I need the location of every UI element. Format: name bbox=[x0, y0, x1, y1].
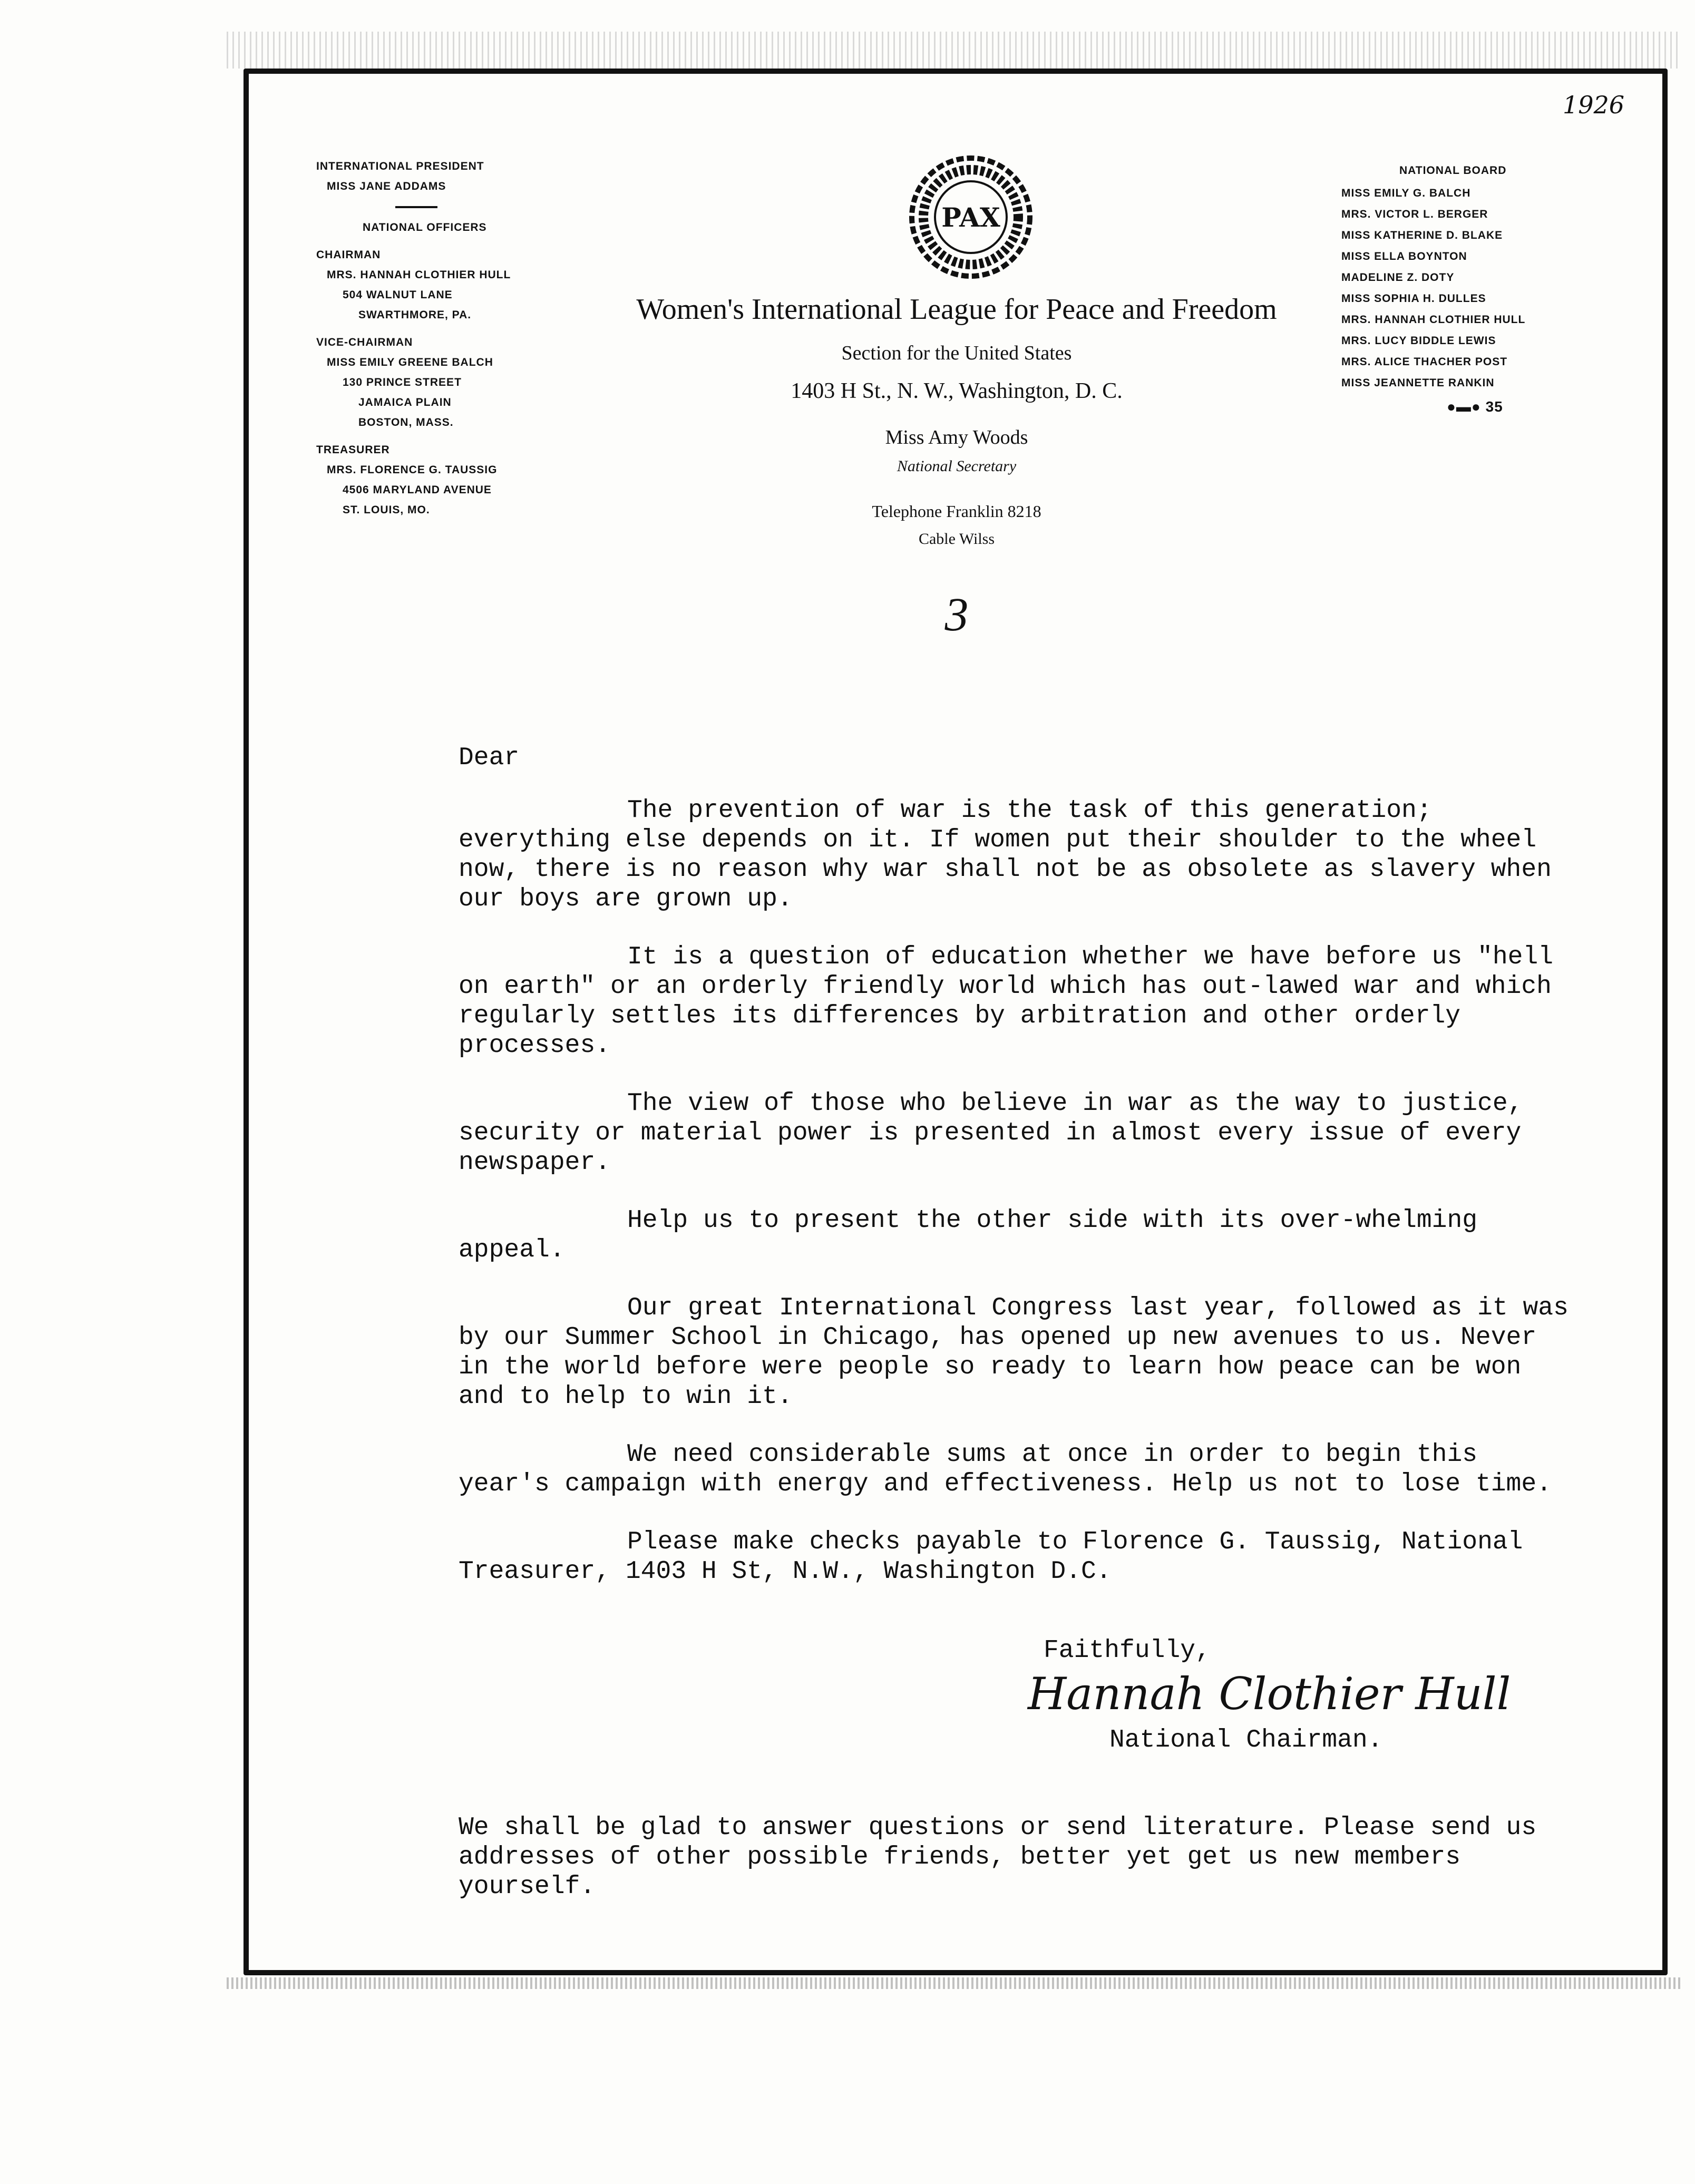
president-name: MISS JANE ADDAMS bbox=[327, 180, 446, 192]
chairman-address-line: 504 WALNUT LANE bbox=[343, 289, 453, 301]
paragraph-text: The prevention of war is the task of this generation; everything else depends on it. If women put their shoulder to the wheel now, there is no reason why war shall not be as obsolete as slavery when our boys are grown up. bbox=[459, 796, 1552, 913]
letter-paragraph bbox=[459, 1206, 1576, 1265]
officers-divider bbox=[395, 206, 437, 208]
paragraph-text: The view of those who believe in war as the way to justice, security or material power is presented in almost every issue of every newspaper. bbox=[459, 1089, 1523, 1177]
org-address: 1403 H St., N. W., Washington, D. C. bbox=[791, 379, 1123, 403]
vice-chairman-label: VICE-CHAIRMAN bbox=[316, 336, 413, 348]
scan-noise-top bbox=[227, 32, 1681, 69]
signature: Hannah Clothier Hull bbox=[1028, 1668, 1511, 1720]
board-member: MISS SOPHIA H. DULLES bbox=[1341, 292, 1486, 305]
treasurer-address-line: 4506 MARYLAND AVENUE bbox=[343, 484, 492, 496]
board-member: MRS. VICTOR L. BERGER bbox=[1341, 208, 1488, 220]
treasurer-address-line: ST. LOUIS, MO. bbox=[343, 504, 430, 516]
vice-chairman-name: MISS EMILY GREENE BALCH bbox=[327, 356, 493, 368]
handwritten-year: 1926 bbox=[1563, 91, 1625, 119]
board-member: MISS KATHERINE D. BLAKE bbox=[1341, 229, 1503, 241]
paragraph-text: Our great International Congress last year, followed as it was by our Summer School in Chicago, has opened up new avenues to us. Never in the world before were people so ready to learn how peace can be won and to help to win it. bbox=[459, 1294, 1569, 1411]
board-member: MISS EMILY G. BALCH bbox=[1341, 187, 1471, 199]
scan-noise-bottom bbox=[227, 1977, 1681, 1989]
letter-paragraph bbox=[459, 1527, 1576, 1586]
officers-column bbox=[316, 157, 611, 520]
board-member: MISS JEANNETTE RANKIN bbox=[1341, 377, 1495, 389]
secretary-name: Miss Amy Woods bbox=[885, 426, 1028, 448]
treasurer-label: TREASURER bbox=[316, 444, 390, 456]
board-member: MRS. LUCY BIDDLE LEWIS bbox=[1341, 335, 1496, 347]
vice-chairman-address-line: JAMAICA PLAIN bbox=[358, 396, 452, 408]
letter-body bbox=[459, 743, 1576, 1615]
section-name: Section for the United States bbox=[841, 342, 1072, 364]
salutation: Dear bbox=[459, 744, 520, 772]
postscript: We shall be glad to answer questions or send literature. Please send us addresses of other possible friends, better yet get us new members yourself. bbox=[459, 1813, 1537, 1901]
board-member: MRS. ALICE THACHER POST bbox=[1341, 356, 1508, 368]
vice-chairman-address-line: BOSTON, MASS. bbox=[358, 416, 454, 428]
telephone: Telephone Franklin 8218 bbox=[872, 502, 1041, 521]
chairman-name: MRS. HANNAH CLOTHIER HULL bbox=[327, 269, 511, 281]
page-number: 3 bbox=[944, 589, 969, 641]
vice-chairman-address-line: 130 PRINCE STREET bbox=[343, 376, 462, 388]
paragraph-text: Please make checks payable to Florence G. Taussig, National Treasurer, 1403 H St, N.W., Washington D.C. bbox=[459, 1528, 1523, 1586]
paragraph-text: It is a question of education whether we have before us "hell on earth" or an orderly friendly world which has out-lawed war and which regularly settles its differences by arbitration and other orderly processes. bbox=[459, 943, 1554, 1060]
pax-wreath-logo bbox=[908, 154, 1034, 280]
letter-paragraph bbox=[459, 1089, 1576, 1177]
chairman-address-line: SWARTHMORE, PA. bbox=[358, 309, 472, 321]
logo-text: PAX bbox=[941, 202, 1000, 233]
closing: Faithfully, bbox=[1044, 1636, 1211, 1665]
secretary-title: National Secretary bbox=[897, 457, 1017, 475]
letter-paragraph bbox=[459, 796, 1576, 914]
letter-paragraph bbox=[459, 1293, 1576, 1411]
paragraph-text: Help us to present the other side with its over-whelming appeal. bbox=[459, 1206, 1478, 1264]
paragraph-text: We need considerable sums at once in order to begin this year's campaign with energy and effectiveness. Help us not to lose time. bbox=[459, 1440, 1552, 1498]
officers-heading: NATIONAL OFFICERS bbox=[363, 221, 487, 233]
board-heading: NATIONAL BOARD bbox=[1399, 164, 1507, 177]
union-label: ●▬● 35 bbox=[1447, 398, 1503, 415]
letter-paragraph bbox=[459, 942, 1576, 1060]
president-label: INTERNATIONAL PRESIDENT bbox=[316, 160, 484, 172]
letter-paragraph bbox=[459, 1440, 1576, 1499]
chairman-label: CHAIRMAN bbox=[316, 249, 381, 261]
signer-title: National Chairman. bbox=[1109, 1726, 1383, 1754]
national-board-column bbox=[1341, 161, 1626, 417]
cable-address: Cable Wilss bbox=[918, 530, 995, 548]
board-member: MADELINE Z. DOTY bbox=[1341, 271, 1455, 284]
board-member: MISS ELLA BOYNTON bbox=[1341, 250, 1467, 262]
union-number: 35 bbox=[1485, 398, 1503, 415]
organization-name: Women's International League for Peace and Freedom bbox=[636, 293, 1277, 326]
treasurer-name: MRS. FLORENCE G. TAUSSIG bbox=[327, 464, 498, 476]
board-member: MRS. HANNAH CLOTHIER HULL bbox=[1341, 314, 1526, 326]
